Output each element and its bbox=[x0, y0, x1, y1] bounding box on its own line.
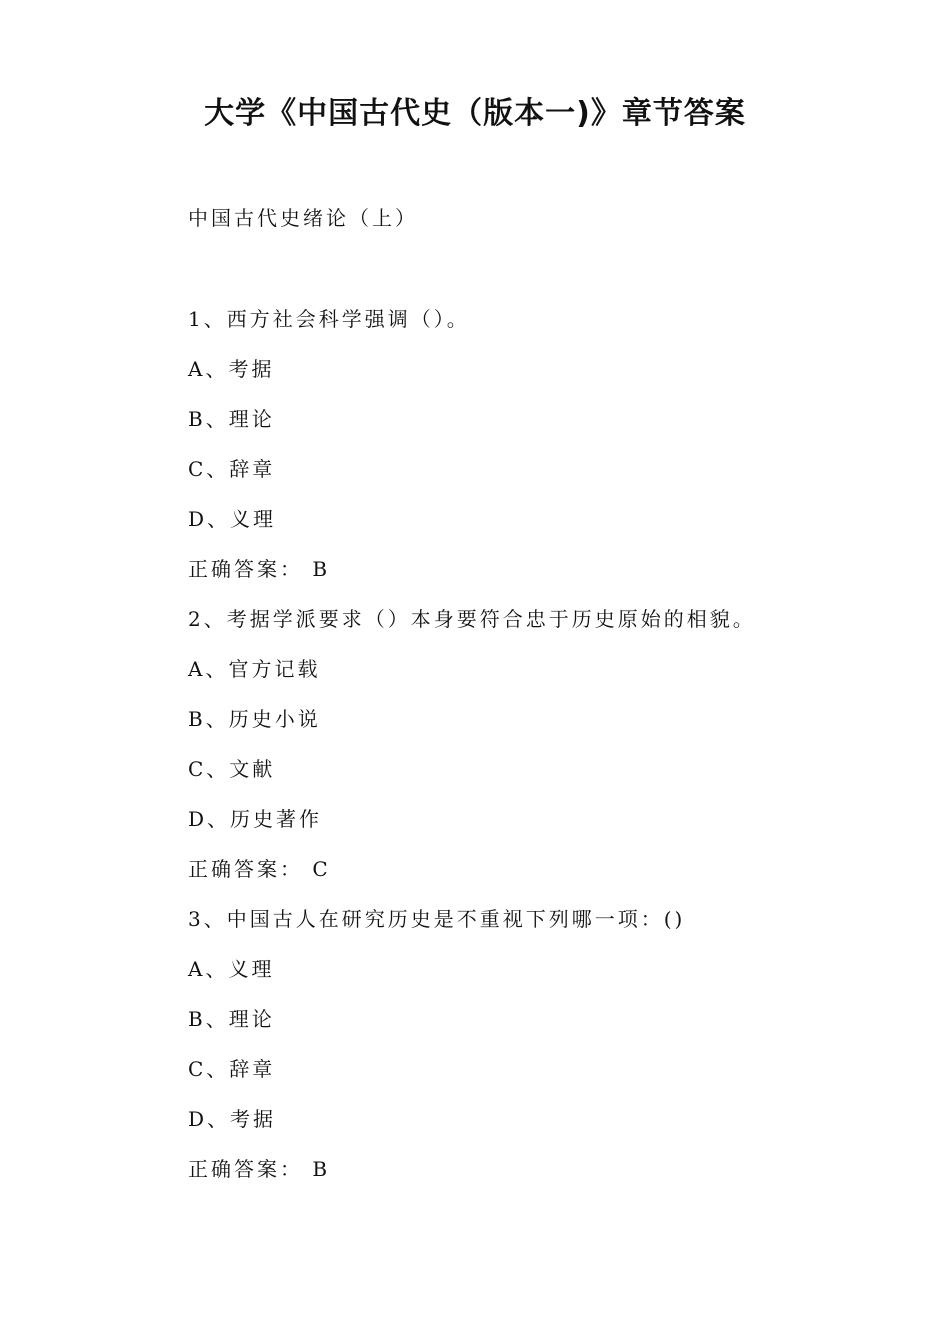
answer-label: 正确答案： bbox=[188, 1157, 303, 1181]
option-c: C、辞章 bbox=[188, 1057, 276, 1081]
question-stem: 3、中国古人在研究历史是不重视下列哪一项：() bbox=[188, 907, 686, 931]
option-c: C、辞章 bbox=[188, 457, 276, 481]
option-d: D、义理 bbox=[188, 507, 277, 531]
answer-label: 正确答案： bbox=[188, 557, 303, 581]
answer-line bbox=[188, 554, 888, 604]
answer-line bbox=[188, 1154, 888, 1204]
answer-value: B bbox=[312, 1157, 331, 1181]
option-d: D、历史著作 bbox=[188, 807, 323, 831]
answer-line bbox=[188, 854, 888, 904]
question-stem: 2、考据学派要求（）本身要符合忠于历史原始的相貌。 bbox=[188, 607, 756, 631]
option-a: A、考据 bbox=[188, 357, 275, 381]
option-a: A、义理 bbox=[188, 957, 275, 981]
question-stem: 1、西方社会科学强调（）。 bbox=[188, 307, 470, 331]
document-title: 大学《中国古代史（版本一)》章节答案 bbox=[204, 96, 746, 131]
option-a: A、官方记载 bbox=[188, 657, 321, 681]
option-b: B、历史小说 bbox=[188, 707, 321, 731]
section-heading: 中国古代史绪论（上） bbox=[188, 206, 418, 230]
answer-label: 正确答案： bbox=[188, 857, 303, 881]
question-list bbox=[188, 304, 888, 1204]
option-d: D、考据 bbox=[188, 1107, 277, 1131]
option-b: B、理论 bbox=[188, 1007, 275, 1031]
answer-value: B bbox=[312, 557, 331, 581]
option-c: C、文献 bbox=[188, 757, 276, 781]
answer-value: C bbox=[312, 857, 331, 881]
option-b: B、理论 bbox=[188, 407, 275, 431]
